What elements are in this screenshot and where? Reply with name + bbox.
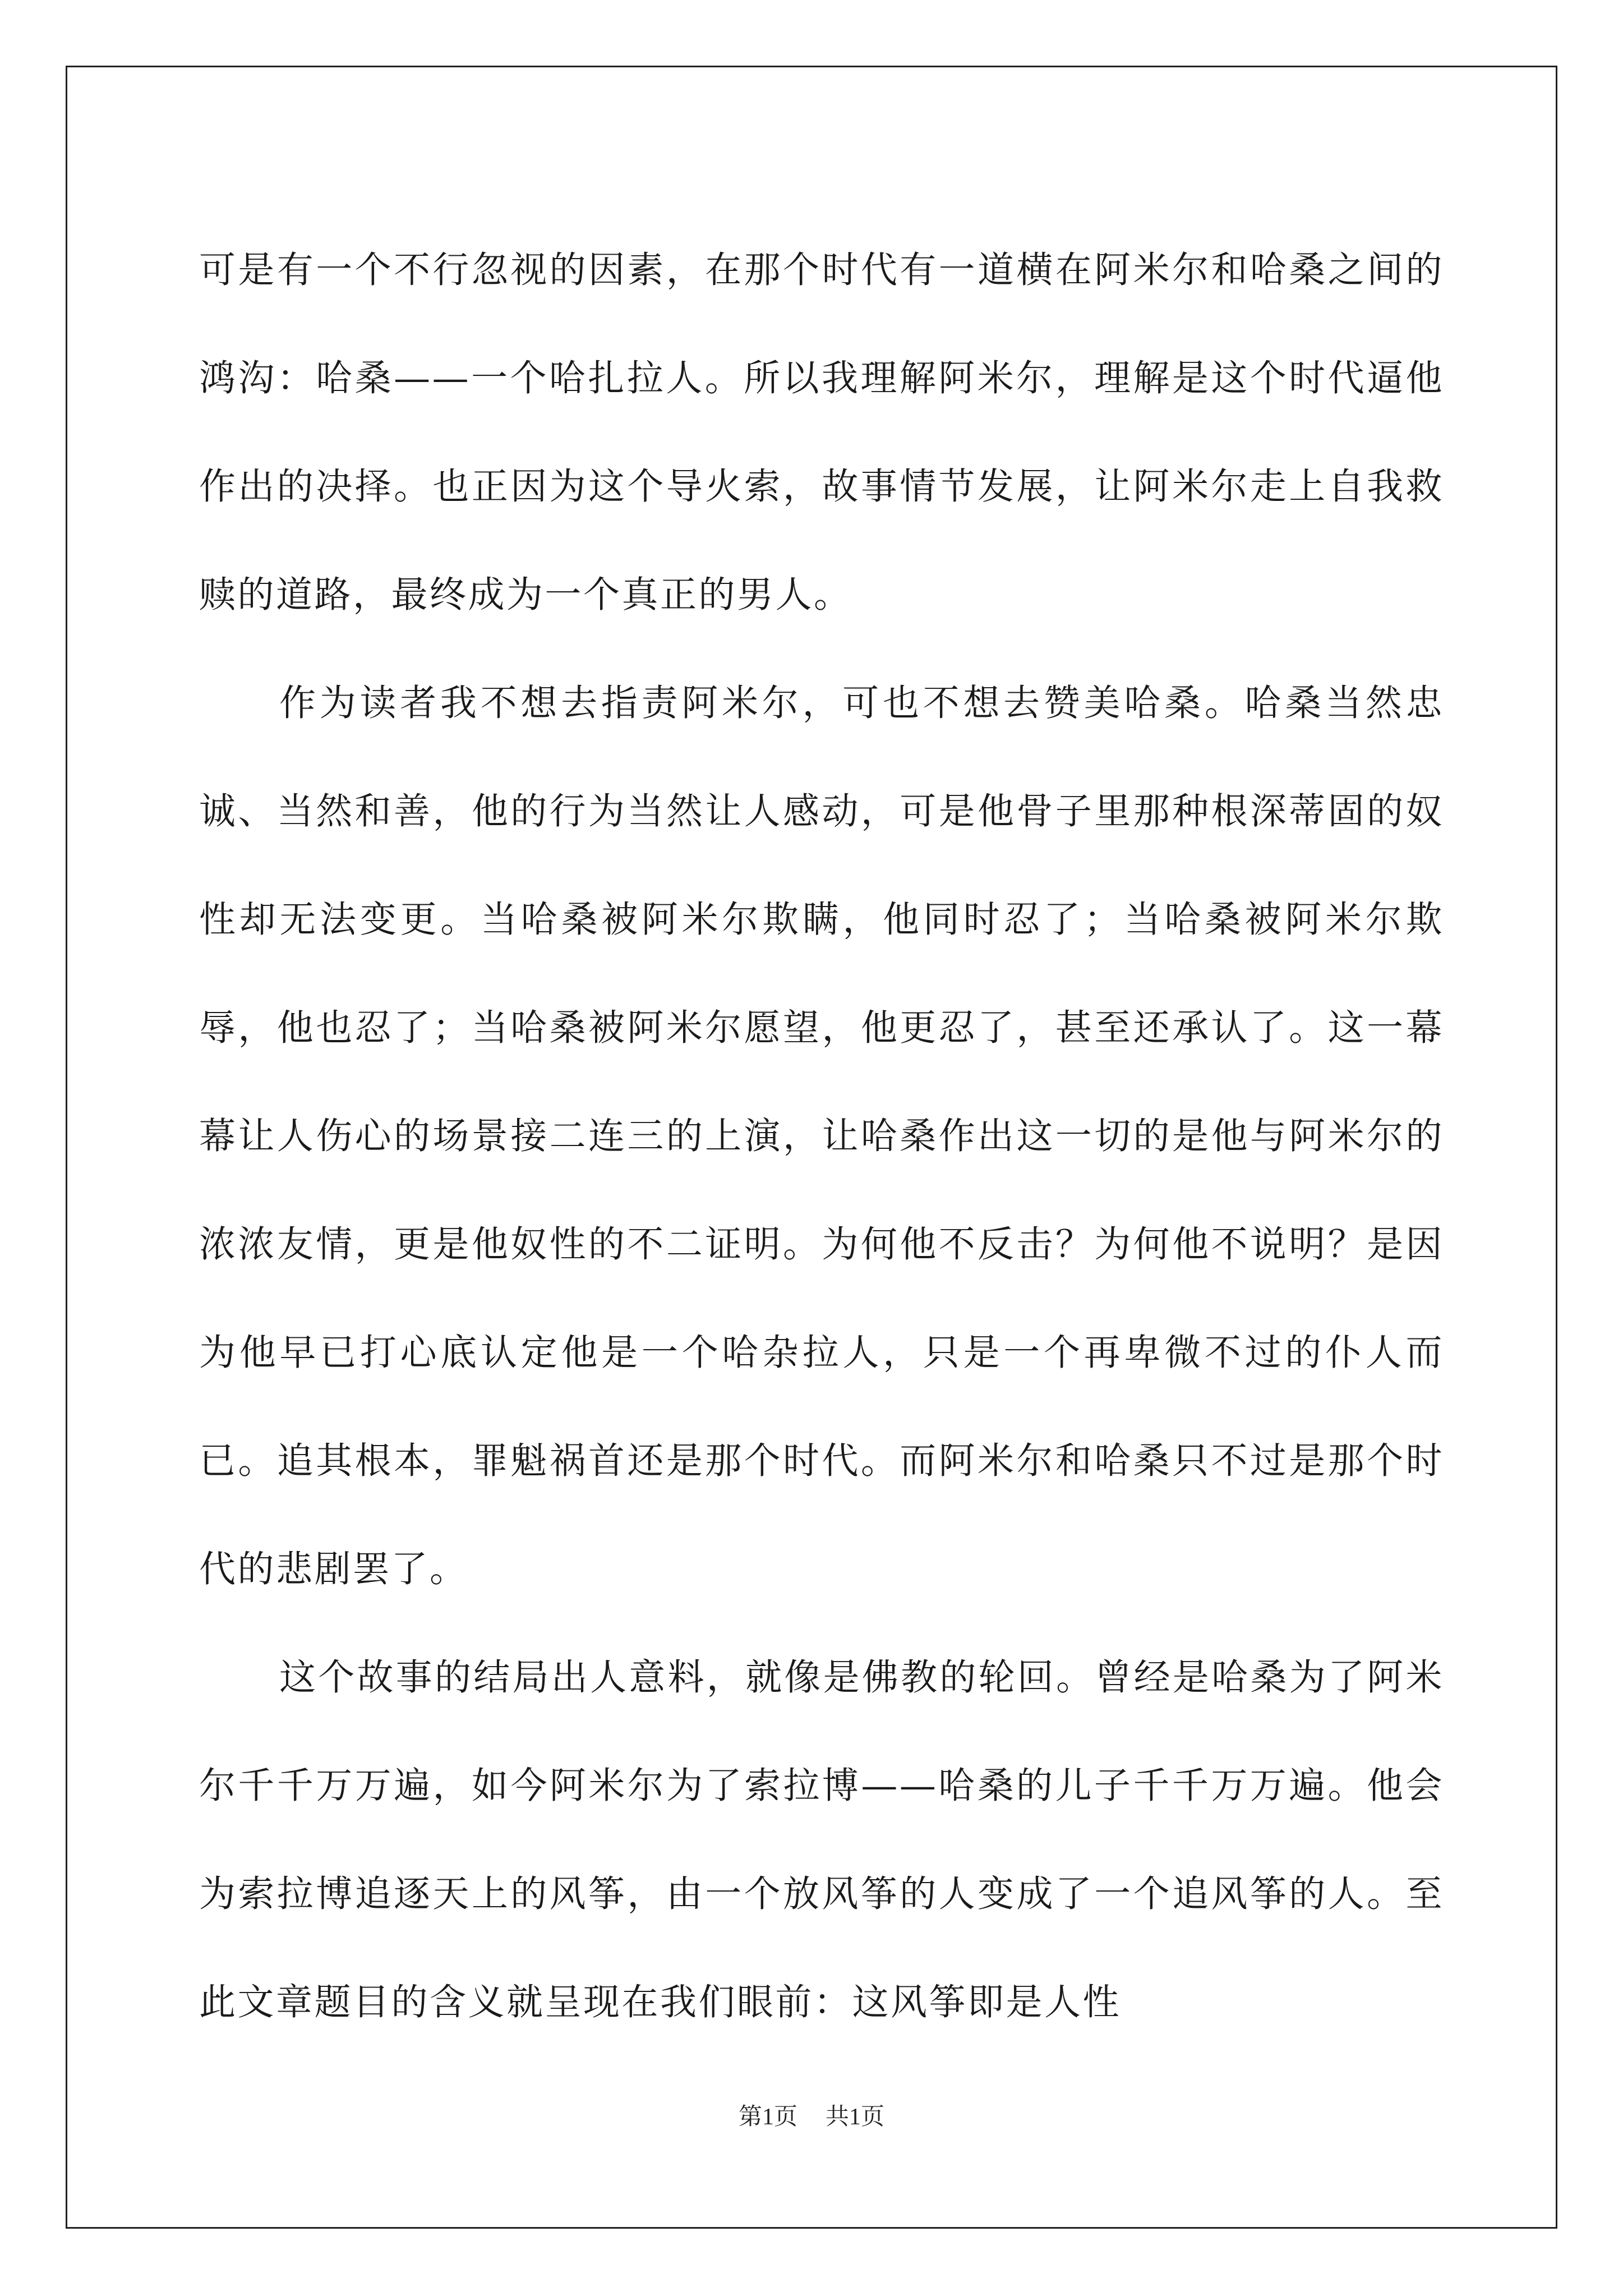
document-body xyxy=(199,216,1444,2056)
paragraph-3: 这个故事的结局出人意料，就像是佛教的轮回。曾经是哈桑为了阿米尔千千万万遍，如今阿米尔为了索拉博——哈桑的儿子千千万万遍。他会为索拉博追逐天上的风筝，由一个放风筝的人变成了一个追风筝的人。至此文章题目的含义就呈现在我们眼前：这风筝即是人性 xyxy=(199,1657,1444,2023)
paragraph-2: 作为读者我不想去指责阿米尔，可也不想去赞美哈桑。哈桑当然忠诚、当然和善，他的行为当然让人感动，可是他骨子里那种根深蒂固的奴性却无法变更。当哈桑被阿米尔欺瞒，他同时忍了；当哈桑被阿米尔欺辱，他也忍了；当哈桑被阿米尔愿望，他更忍了，甚至还承认了。这一幕幕让人伤心的场景接二连三的上演，让哈桑作出这一切的是他与阿米尔的浓浓友情，更是他奴性的不二证明。为何他不反击？为何他不说明？是因为他早已打心底认定他是一个哈杂拉人，只是一个再卑微不过的仆人而已。追其根本，罪魁祸首还是那个时代。而阿米尔和哈桑只不过是那个时代的悲剧罢了。 xyxy=(199,682,1444,1590)
page-number-current: 第1页 xyxy=(738,2104,797,2130)
paragraph-1: 可是有一个不行忽视的因素，在那个时代有一道横在阿米尔和哈桑之间的鸿沟：哈桑——一个哈扎拉人。所以我理解阿米尔，理解是这个时代逼他作出的决择。也正因为这个导火索，故事情节发展，让阿米尔走上自我救赎的道路，最终成为一个真正的男人。 xyxy=(199,249,1444,616)
page-number-total: 共1页 xyxy=(826,2104,885,2130)
page-footer xyxy=(0,2098,1623,2132)
